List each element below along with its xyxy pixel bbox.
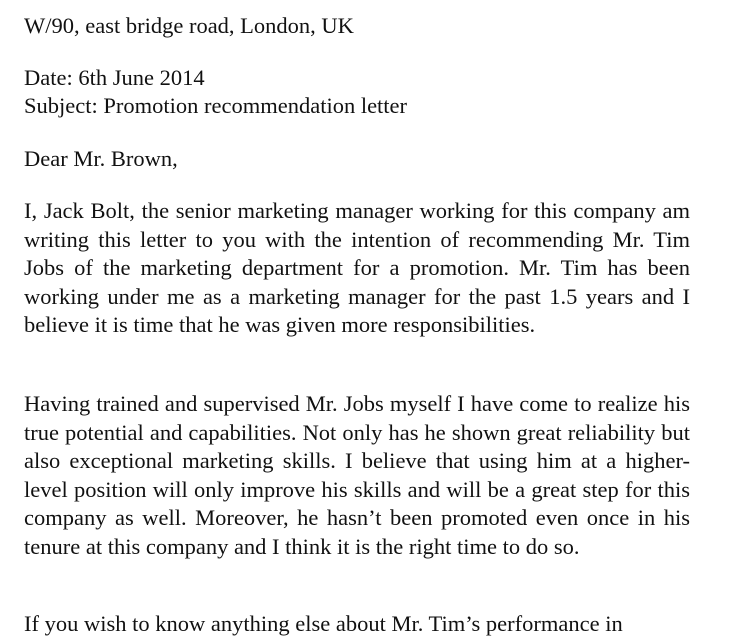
body-paragraph-2: Having trained and supervised Mr. Jobs myself I have come to realize his true potential and capabilities. Not only has he shown great reliability but also exceptional marketing skills. I believe that using him at a higher-level position will only improve his skills and will be a great step for this company as well. Moreover, he hasn’t been promoted even once in his tenure at this company and I think it is the right time to do so. bbox=[24, 391, 690, 559]
sender-address: W/90, east bridge road, London, UK bbox=[24, 13, 354, 38]
body-paragraph-1: I, Jack Bolt, the senior marketing manager working for this company am writing this letter to you with the intention of recommending Mr. Tim Jobs of the marketing department for a promotion. Mr. Tim has been working under me as a marketing manager for the past 1.5 years and I believe it is time that he was given more responsibilities. bbox=[24, 198, 690, 337]
letter-date: Date: 6th June 2014 bbox=[24, 65, 205, 90]
body-paragraph-3: If you wish to know anything else about Mr. Tim’s performance in bbox=[24, 611, 623, 636]
letter-salutation: Dear Mr. Brown, bbox=[24, 146, 178, 171]
letter-subject: Subject: Promotion recommendation letter bbox=[24, 93, 408, 118]
